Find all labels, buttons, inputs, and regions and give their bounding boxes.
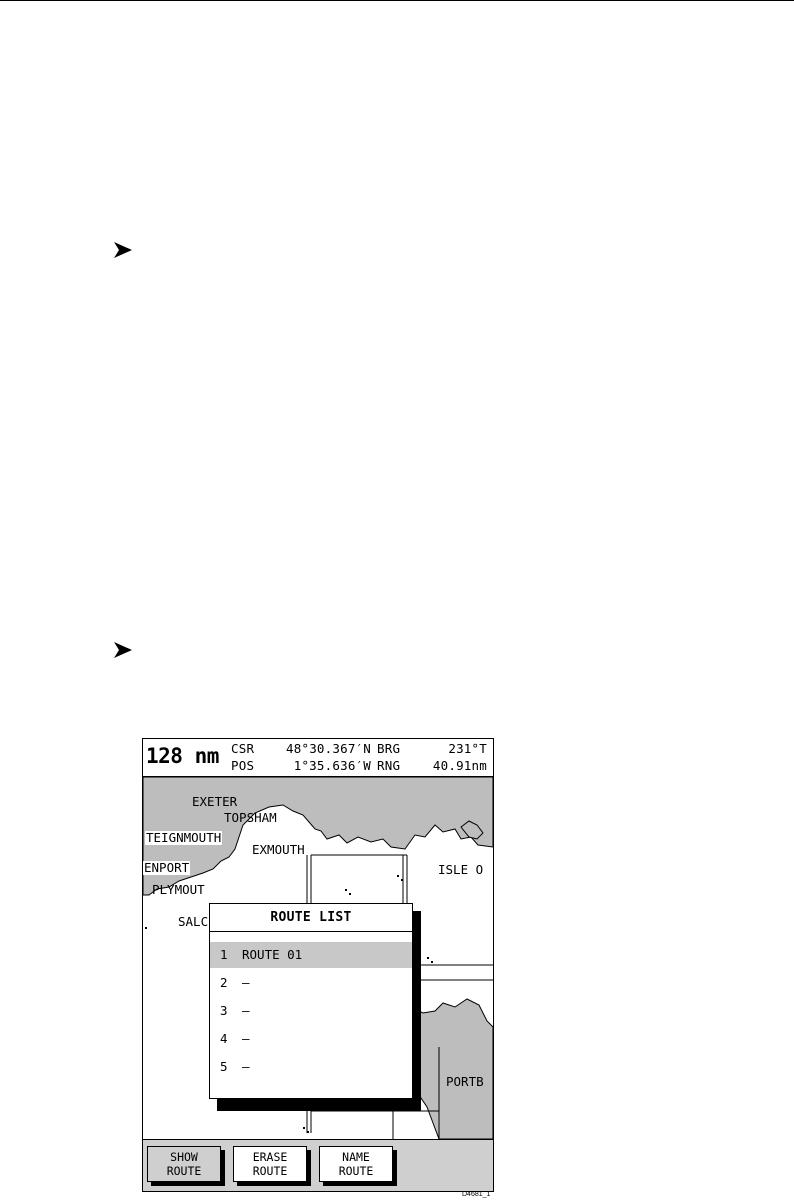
- place-label: TOPSHAM: [224, 810, 277, 825]
- place-label: EXETER: [192, 794, 238, 809]
- route-list-item[interactable]: [210, 1026, 412, 1052]
- cursor-latitude: 48°30.367′N: [286, 741, 371, 756]
- route-name: –: [242, 1059, 250, 1074]
- softkey-bar: [143, 1139, 493, 1192]
- figure-id: D4681_1: [462, 1191, 491, 1198]
- route-list-item[interactable]: [210, 998, 412, 1024]
- bullet-arrow-icon: [112, 240, 134, 260]
- name-route-button[interactable]: [319, 1146, 393, 1182]
- chart-map[interactable]: [143, 777, 493, 1139]
- position-label: POS: [231, 758, 255, 773]
- place-label: ISLE O: [438, 862, 484, 877]
- bearing-value: 231°T: [448, 741, 487, 756]
- route-list-item[interactable]: [210, 1054, 412, 1080]
- erase-route-button[interactable]: [233, 1146, 307, 1182]
- route-name: –: [242, 1031, 250, 1046]
- route-number: 1: [220, 947, 228, 962]
- place-label: EXMOUTH: [252, 842, 305, 857]
- softkey-label: SHOW: [170, 1150, 198, 1164]
- status-bar: [143, 739, 493, 777]
- chartplotter-screen: [142, 738, 494, 1192]
- route-number: 3: [220, 1003, 228, 1018]
- place-label: PLYMOUT: [152, 882, 205, 897]
- route-number: 2: [220, 975, 228, 990]
- route-name: ROUTE 01: [242, 947, 303, 962]
- place-label: SALC: [178, 914, 209, 929]
- range-label: RNG: [377, 758, 401, 773]
- place-label: TEIGNMOUTH: [146, 830, 222, 845]
- chart-range: 128 nm: [146, 744, 219, 768]
- position-readout: [231, 758, 487, 773]
- route-name: –: [242, 975, 250, 990]
- softkey-label: ERASE: [252, 1150, 288, 1164]
- page-header-rule: [0, 0, 794, 1]
- range-value: 40.91nm: [432, 758, 487, 773]
- show-route-button[interactable]: [147, 1146, 221, 1182]
- softkey-label: ROUTE: [252, 1164, 288, 1178]
- route-list-item[interactable]: [210, 970, 412, 996]
- place-label: PORTB: [446, 1074, 484, 1089]
- dialog-title: ROUTE LIST: [210, 904, 412, 932]
- route-list: [210, 942, 412, 1082]
- softkey-label: ROUTE: [166, 1164, 202, 1178]
- route-list-item[interactable]: [210, 942, 412, 968]
- route-number: 4: [220, 1031, 228, 1046]
- softkey-label: ROUTE: [338, 1164, 374, 1178]
- place-label: ENPORT: [144, 860, 190, 875]
- bearing-label: BRG: [377, 741, 401, 756]
- cursor-label: CSR: [231, 741, 255, 756]
- route-name: –: [242, 1003, 250, 1018]
- position-longitude: 1°35.636′W: [293, 758, 371, 773]
- route-number: 5: [220, 1059, 228, 1074]
- route-list-dialog: [209, 903, 413, 1099]
- cursor-readout: [231, 741, 487, 756]
- bullet-arrow-icon: [112, 640, 134, 660]
- softkey-label: NAME: [342, 1150, 370, 1164]
